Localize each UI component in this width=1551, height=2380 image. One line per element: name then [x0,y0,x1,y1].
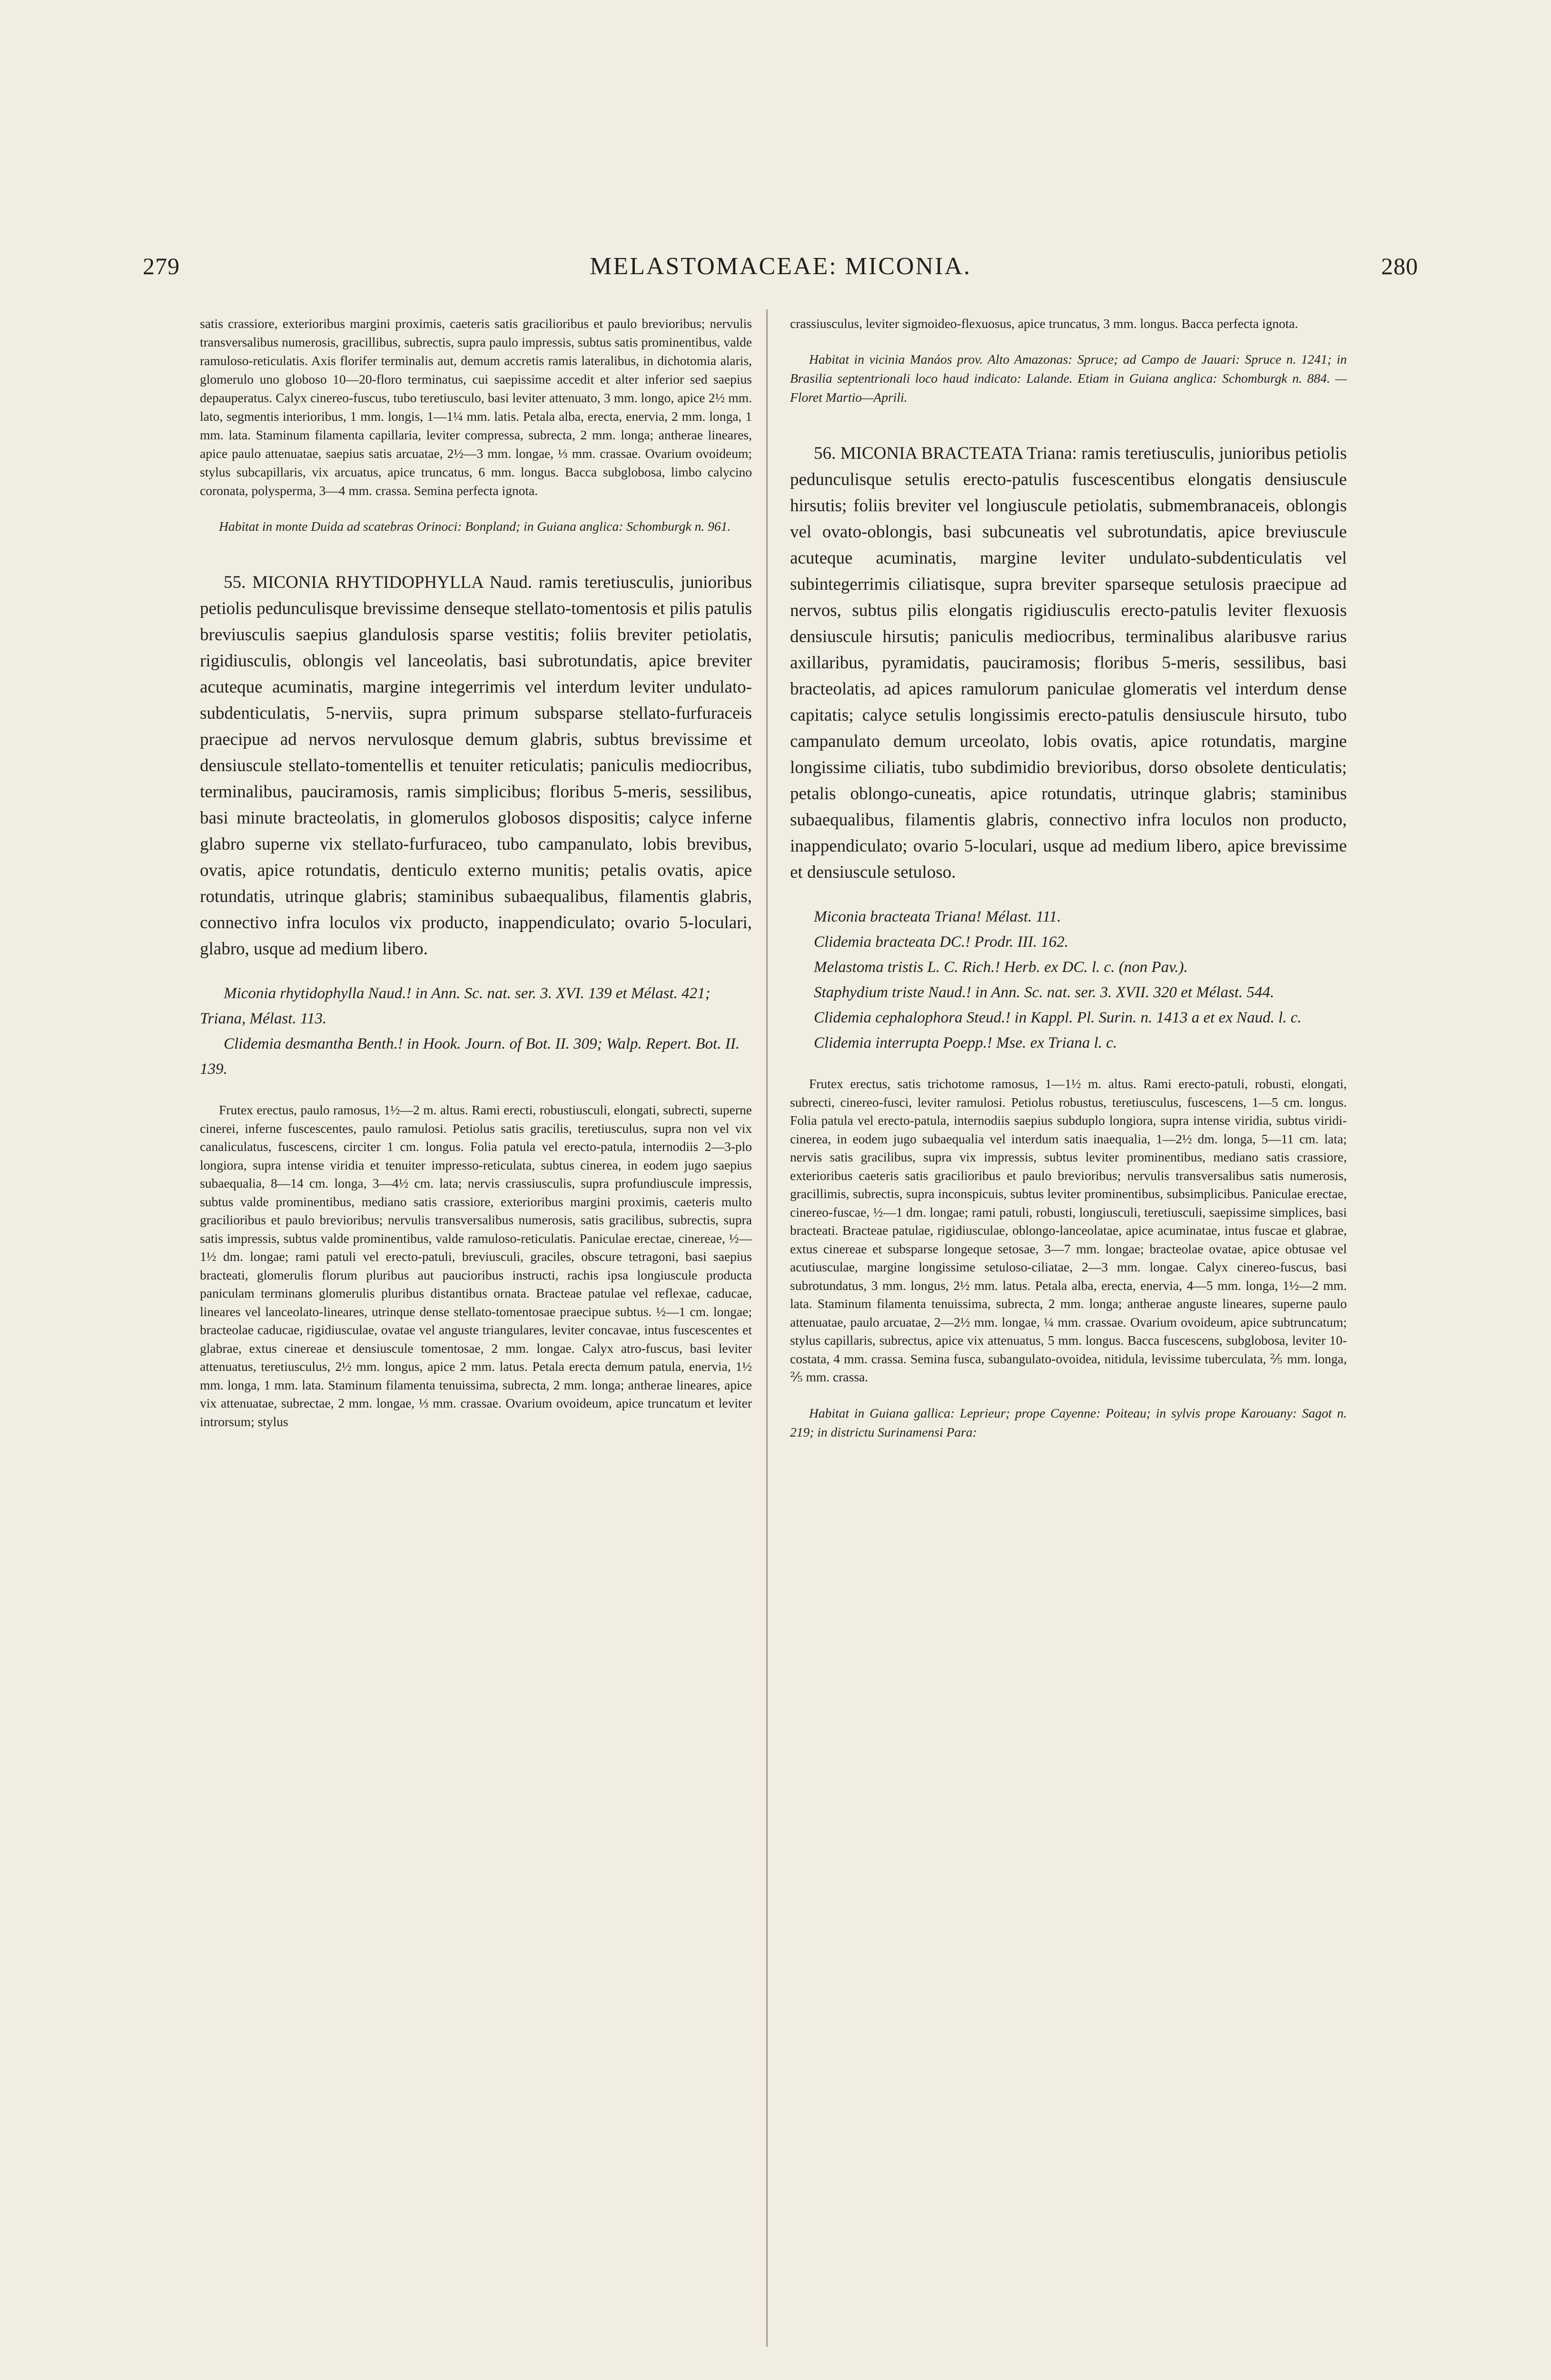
column-divider [766,309,768,2347]
synonym-entry: Miconia bracteata Triana! Mélast. 111. [814,908,1061,925]
page-number-left: 279 [143,253,180,279]
habitat-paragraph: Habitat in vicinia Manáos prov. Alto Amazonas: Spruce; ad Campo de Jauari: Spruce n. 1241; in Brasilia septentrionali loco haud indicato: Lalande. Etiam in Guiana anglica: Schomburgk n. 884. — Floret Martio—Aprili. [790,352,1347,405]
habitat-paragraph: Habitat in monte Duida ad scatebras Orinoci: Bonpland; in Guiana anglica: Schomburgk n. 961. [219,519,731,534]
right-column [790,314,1347,1442]
species-55-diagnosis: 55. MICONIA RHYTIDOPHYLLA Naud. ramis teretiusculis, junioribus petiolis pedunculisque brevissime denseque stellato-tomentosis et pilis patulis breviusculis saepius glandulosis sparse vestitis; foliis breviter petiolatis, rigidiusculis, oblongis vel lanceolatis, basi subrotundatis, apice breviter acuteque acuminatis, margine integerrimis vel interdum leviter undulato-subdenticulatis, 5-nerviis, supra primum subsparse stellato-furfuraceis praecipue ad nervos nervulosque demum glabris, subtus brevissime et densiuscule stellato-tomentellis et tenuiter reticulatis; paniculis mediocribus, terminalibus, pauciramosis, ramis simplicibus; floribus 5-meris, sessilibus, basi minute bracteolatis, in glomerulos globosos dispositis; calyce inferne glabro superne vix stellato-furfuraceo, tubo campanulato, lobis brevibus, ovatis, apice rotundatis, denticulo externo munitis; petalis ovatis, apice rotundatis, utrinque glabris; staminibus subaequalibus, filamentis glabris, connectivo infra loculos vix producto, inappendiculato; ovario 5-loculari, glabro, usque ad medium libero. [200,573,752,959]
synonym-entry: Staphydium triste Naud.! in Ann. Sc. nat. ser. 3. XVII. 320 et Mélast. 544. [814,984,1274,1001]
species-56-diagnosis: 56. MICONIA BRACTEATA Triana: ramis teretiusculis, junioribus petiolis pedunculisque setulis erecto-patulis fuscescentibus elongatis densiuscule hirsutis; foliis breviter vel longiuscule petiolatis, submembranaceis, oblongis vel ovato-oblongis, basi subcuneatis vel subrotundatis, apice breviuscule acuteque acuminatis, margine leviter undulato-subdenticulatis vel subintegerrimis ciliatisque, supra breviter sparseque setulosis praecipue ad nervos, subtus pilis elongatis rigidiusculis erecto-patulis leviter flexuosis densiuscule hirsutis; paniculis mediocribus, terminalibus alaribusve rarius axillaribus, pyramidatis, pauciramosis; floribus 5-meris, sessilibus, basi bracteolatis, ad apices ramulorum paniculae glomeratis vel interdum dense capitatis; calyce setulis longissimis erecto-patulis densiuscule hirsuto, tubo campanulato demum urceolato, lobis ovatis, apice rotundatis, margine longissime ciliatis, tubo subdimidio brevioribus, dorso obsolete denticulatis; petalis oblongo-cuneatis, apice rotundatis, utrinque glabris; staminibus subaequalibus, filamentis glabris, connectivo infra loculos non producto, inappendiculato; ovario 5-loculari, usque ad medium libero, apice brevissime et densiuscule setuloso. [790,444,1347,882]
species-56-synonyms [790,904,1347,1056]
synonym-entry: Miconia rhytidophylla Naud.! in Ann. Sc. nat. ser. 3. XVI. 139 et Mélast. 421; Triana, Mélast. 113. [200,985,711,1027]
synonym-entry: Clidemia bracteata DC.! Prodr. III. 162. [814,933,1068,951]
synonym-entry: Melastoma tristis L. C. Rich.! Herb. ex DC. l. c. (non Pav.). [814,959,1188,976]
species-56-description: Frutex erectus, satis trichotome ramosus, 1—1½ m. altus. Rami erecto-patuli, robusti, elongati, subrecti, cinereo-fusci, leviter ramulosi. Petiolus robustus, teretiusculus, fuscescens, 1—5 cm. longus. Folia patula vel erecto-patula, internodiis saepius subduplo longiora, supra intense viridia, subtus viridi-cinerea, in eodem jugo subaequalia vel interdum satis inaequalia, 1—2½ dm. longa, 5—11 cm. lata; nervis satis gracilibus, supra vix impressis, subtus leviter prominentibus, mediano satis crassiore, exterioribus caeteris satis gracilioribus et paulo brevioribus; nervulis transversalibus satis numerosis, gracillimis, subrectis, supra inconspicuis, subtus leviter prominentibus, subsimplicibus. Paniculae erectae, cinereo-fuscae, ½—1 dm. longae; rami patuli, robusti, longiusculi, teretiusculi, saepissime simplices, basi bracteati. Bracteae patulae, rigidiusculae, oblongo-lanceolatae, apice acuminatae, intus fuscae et glabrae, extus cinereae et subsparse longeque setosae, 3—7 mm. longae; bracteolae ovatae, apice obtusae vel acutiusculae, margine longissime setuloso-ciliatae, 2—3 mm. longae. Calyx cinereo-fuscus, basi subrotundatus, 3 mm. longus, 2½ mm. latus. Petala alba, erecta, enervia, 4—5 mm. longa, 1½—2 mm. lata. Staminum filamenta tenuissima, subrecta, 2 mm. longa; antherae anguste lineares, superne paulo attenuatae, paulo arcuatae, 2—2½ mm. longae, ¼ mm. crassae. Ovarium ovoideum, apice subtruncatum; stylus capillaris, subrectus, apice vix attenuatus, 5 mm. longus. Bacca fuscescens, subglobosa, leviter 10-costata, 4 mm. crassa. Semina fusca, subangulato-ovoidea, nitidula, levissime tuberculata, ⅖ mm. longa, ⅖ mm. crassa. [790,1076,1347,1384]
synonym-entry: Clidemia cephalophora Steud.! in Kappl. Pl. Surin. n. 1413 a et ex Naud. l. c. [814,1009,1302,1026]
left-column [200,314,752,1431]
running-title: MELASTOMACEAE: MICONIA. [590,253,971,280]
species-55-synonyms [200,981,752,1082]
page-header [143,252,1418,290]
species-55-description: Frutex erectus, paulo ramosus, 1½—2 m. altus. Rami erecti, robustiusculi, elongati, subrecti, superne cinerei, inferne fuscescentes, paulo ramulosi. Petiolus satis gracilis, teretiusculus, supra non vel vix canaliculatus, fuscescens, circiter 1 cm. longus. Folia patula vel erecto-patula, internodiis 2—3-plo longiora, supra intense viridia et tenuiter impresso-reticulata, subtus cinerea, in eodem jugo saepius subaequalia, 8—14 cm. longa, 3—4½ cm. lata; nervis crassiusculis, supra profundiuscule impressis, subtus valde prominentibus, mediano satis crassiore, exterioribus margini proximis, caeteris multo gracilioribus et paulo brevioribus; nervulis transversalibus numerosis, satis gracilibus, subrectis, supra satis impressis, subtus valde prominentibus, valde ramuloso-reticulatis. Paniculae erectae, cinereae, ½—1½ dm. longae; rami patuli vel erecto-patuli, breviusculi, graciles, obscure tetragoni, basi saepius bracteati, glomerulis florum pluribus aut paucioribus instructi, rachis ipsa longiuscule producta paniculam terminans glomerulis pluribus distantibus ornata. Bracteae patulae vel reflexae, caducae, lineares vel lanceolato-lineares, utrinque dense stellato-tomentosae praecipue subtus. ½—1 cm. longae; bracteolae caducae, rigidiusculae, ovatae vel anguste triangulares, leviter concavae, intus fuscescentes et glabrae, extus cinereae et densiuscule tomentosae, 2 mm. longae. Calyx atro-fuscus, basi leviter attenuatus, teretiusculus, 2½ mm. longus, apice 2 mm. latus. Petala erecta demum patula, enervia, 1½ mm. longa, 1 mm. lata. Staminum filamenta tenuissima, subrecta, 2 mm. longa; antherae lineares, apice vix attenuatae, subrectae, 2 mm. longae, ⅓ mm. crassae. Ovarium ovoideum, apice truncatum et leviter introrsum; stylus [200,1102,752,1429]
habitat-paragraph: Habitat in Guiana gallica: Leprieur; prope Cayenne: Poiteau; in sylvis prope Karouany: Sagot n. 219; in districtu Surinamensi Para: [790,1405,1347,1439]
continuation-text: satis crassiore, exterioribus margini proximis, caeteris satis gracilioribus et paulo brevioribus; nervulis transversalibus numerosis, gracillibus, subrectis, supra paulo impressis, subtus satis prominentibus, valde ramuloso-reticulatis. Axis florifer terminalis aut, demum accretis ramis lateralibus, in dichotomia alaris, glomerulo uno globoso 10—20-floro terminatus, cui saepissime accedit et alter inferior sed saepius depauperatus. Calyx cinereo-fuscus, tubo teretiusculo, basi leviter attenuato, 3 mm. longo, apice 2½ mm. lato, segmentis interioribus, 1 mm. longis, 1—1¼ mm. latis. Petala alba, erecta, enervia, 2 mm. longa, 1 mm. lata. Staminum filamenta capillaria, leviter compressa, subrecta, 2 mm. longa; antherae lineares, apice paulo attenuatae, saepius satis arcuatae, 2½—3 mm. longae, ⅓ mm. crassae. Ovarium ovoideum; stylus subcapillaris, vix arcuatus, apice truncatus, 6 mm. longus. Bacca subglobosa, limbo calycino coronata, polysperma, 3—4 mm. crassa. Semina perfecta ignota. [200,316,752,498]
page-number-right: 280 [1381,253,1418,279]
synonym-entry: Clidemia interrupta Poepp.! Mse. ex Triana l. c. [814,1034,1117,1051]
continuation-text: crassiusculus, leviter sigmoideo-flexuosus, apice truncatus, 3 mm. longus. Bacca perfecta ignota. [790,316,1298,331]
synonym-entry: Clidemia desmantha Benth.! in Hook. Journ. of Bot. II. 309; Walp. Repert. Bot. II. 139. [200,1035,740,1078]
